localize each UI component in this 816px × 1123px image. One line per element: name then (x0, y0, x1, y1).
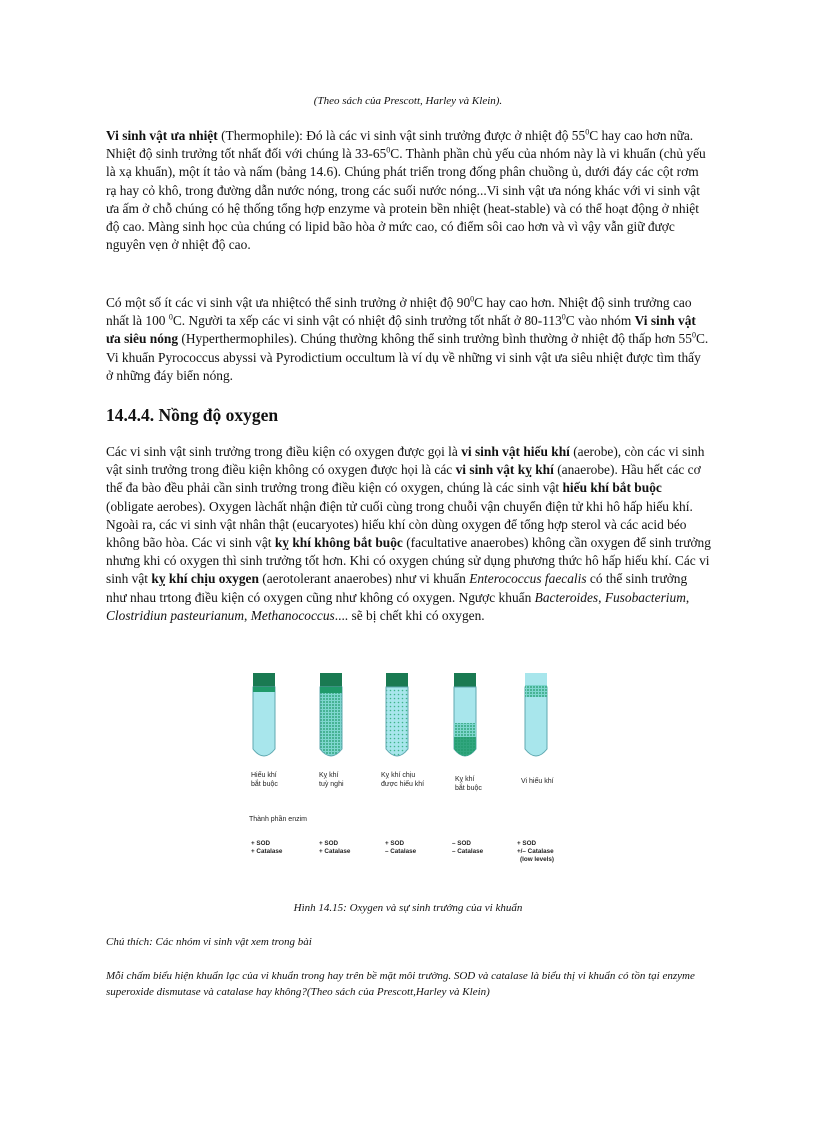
enzyme-label: + SOD (251, 840, 271, 847)
text: (facultative anaerobes) không cần oxygen để sinh trưởng nhưng khi có oxygen thì sinh trưởng tốt hơn. Khi có oxygen chúng sử dụng phương thức hô hấp hiếu khí. Các vi sinh vật (106, 535, 711, 587)
text: C vào nhóm (565, 313, 635, 329)
term-aerobe: vi sinh vật hiếu khí (461, 444, 570, 459)
text: , (685, 589, 690, 605)
text: Có một số ít các vi sinh vật ưa nhiệtcó thể sinh trưởng ở nhiệt độ 90 (106, 295, 471, 310)
text: (aerobe), còn các vi sinh vật sinh trưởng trong điều kiện không có oxygen được họi là các (106, 444, 705, 478)
superscript: 0 (470, 294, 475, 304)
enzyme-label: + Catalase (251, 848, 283, 855)
enzyme-label: + SOD (517, 840, 537, 847)
text: có thể sinh trưởng như nhau trtong điều kiện có oxygen cũng như không có oxygen. Ngược khuẩn (106, 571, 688, 605)
term-facultative-anaerobe: kỵ khí không bắt buộc (274, 535, 403, 551)
text: C. Người ta xếp các vi sinh vật có nhiệt độ sinh trưởng tốt nhất ở 80-113 (172, 313, 562, 329)
text: (Thermophile): Đó là các vi sinh vật sinh trưởng được ở nhiệt độ 55 (217, 128, 586, 143)
text: C hay cao hơn nữa. Nhiệt độ sinh trưởng tốt nhất đối với chúng là 33-65 (106, 128, 694, 162)
paragraph-hyperthermophile (106, 294, 711, 385)
note-legend: Chú thích: Các nhóm vi sinh vật xem trong bài (106, 936, 312, 948)
species-name: Bacteroides (534, 589, 599, 605)
text: Các vi sinh vật sinh trưởng trong điều kiện có oxygen được gọi là (106, 444, 462, 459)
term-hyperthermophile: Vi sinh vật ưa siêu nóng (106, 313, 696, 347)
note-description: Mỗi chấm biểu hiện khuẩn lạc của vi khuẩn trong hay trên bề mặt môi trường. SOD và catalase là biểu thị vi khuẩn có tồn tại enzyme superoxide dismutase và catalase hay không?(Theo sách của Prescott,Harley và Klein) (106, 970, 695, 998)
species-name: Enterococcus faecalis (469, 571, 587, 587)
tube-aerotolerant-anaerobe (386, 673, 408, 756)
enzyme-label: + Catalase (319, 848, 351, 855)
text: C. Thành phần chủ yếu của nhóm này là vi khuẩn (chủ yếu là xạ khuẩn), một ít tảo và nấm (bảng 14.6). Chúng phát triển trong đống phân chuồng ủ, dưới đáy các cột rơm rạ hay cỏ khô, trong đường dẫn nước nóng, trong các suối nước nóng...Vi sinh vật ưa nóng khác với vi sinh vật ưa ấm ở chỗ chúng có hệ thống tổng hợp enzyme và protein bền nhiệt (heat-stable) và có thể hoạt động ở nhiệt độ cao. Màng sinh học của chúng có lipid bão hòa ở mức cao, có điểm sôi cao hơn và vì vậy vẫn giữ được nguyên vẹn ở nhiệt độ cao. (106, 146, 706, 253)
term-obligate-aerobe: hiếu khí bắt buộc (562, 480, 662, 496)
figure-caption: Hình 14.15: Oxygen và sự sinh trưởng của vi khuẩn (293, 902, 523, 914)
species-name: Methanococcus (250, 607, 335, 623)
text: , (244, 607, 251, 623)
text: , (598, 589, 605, 605)
species-name: Clostridiun pasteurianum (106, 607, 245, 623)
text: C. Vi khuẩn Pyrococcus abyssi và Pyrodictium occultum là ví dụ về những vi sinh vật ưa siêu nhiệt được tìm thấy ở những đáy biển nóng. (106, 331, 709, 383)
paragraph-thermophile (106, 127, 711, 254)
tube-microaerophile (525, 673, 547, 756)
text: C hay cao hơn. Nhiệt độ sinh trưởng cao nhất là 100 (106, 295, 692, 329)
tube-label: bắt buộc (455, 785, 482, 792)
enzyme-label: – Catalase (385, 848, 417, 855)
superscript: 0 (585, 127, 590, 137)
species-name: Fusobacterium (604, 589, 686, 605)
tube-label: bắt buộc (251, 781, 278, 788)
superscript: 0 (168, 312, 173, 322)
text: (Hyperthermophiles). Chúng thường không thể sinh trưởng bình thường ở nhiệt độ thấp hơn 55 (178, 331, 692, 347)
superscript: 0 (561, 312, 566, 322)
enzyme-label: – SOD (452, 840, 471, 847)
term-thermophile: Vi sinh vật ưa nhiệt (106, 128, 218, 143)
superscript: 0 (386, 145, 391, 155)
term-anaerobe: vi sinh vật kỵ khí (455, 462, 554, 478)
enzyme-header: Thành phần enzim (249, 816, 307, 823)
tube-label: Kỵ khí chịu (381, 772, 416, 779)
enzyme-label: – Catalase (452, 848, 484, 855)
tube-obligate-aerobe (253, 673, 275, 756)
text: .... sẽ bị chết khi có oxygen. (334, 607, 485, 623)
tube-label: Kỵ khí (319, 772, 339, 779)
tube-label: Kỵ khí (455, 776, 475, 783)
enzyme-label: + SOD (385, 840, 405, 847)
section-heading: 14.4.4. Nồng độ oxygen (106, 405, 279, 425)
tube-obligate-anaerobe (454, 673, 476, 756)
tube-label: được hiếu khí (381, 781, 425, 788)
tube-facultative-anaerobe (320, 673, 342, 756)
superscript: 0 (691, 330, 696, 340)
text: (obligate aerobes). Oxygen làchất nhận điện tử cuối cùng trong chuỗi vận chuyển điện tử khi hô hấp hiếu khí. Ngoài ra, các vi sinh vật nhân thật (eucaryotes) hiếu khí còn dùng oxygen để tổng hợp sterol và các acid béo không bão hòa. Các vi sinh vật (106, 498, 693, 551)
tube-label: Vi hiếu khí (521, 778, 554, 785)
oxygen-tubes-figure (245, 665, 573, 877)
paragraph-oxygen (106, 443, 711, 625)
enzyme-label: + SOD (319, 840, 339, 847)
tube-label: tuỳ nghi (319, 781, 344, 788)
text: (aerotolerant anaerobes) như vi khuẩn (258, 571, 470, 587)
source-caption: (Theo sách của Prescott, Harley và Klein). (313, 95, 503, 107)
text: (anaerobe). Hầu hết các cơ thể đa bào đều phải cần sinh trưởng trong điều kiện có oxygen, chúng là các sinh vật (106, 462, 701, 496)
term-aerotolerant-anaerobe: kỵ khí chịu oxygen (151, 571, 259, 587)
tube-label: Hiếu khí (251, 772, 277, 779)
enzyme-label: (low levels) (520, 856, 554, 863)
enzyme-label: +/– Catalase (517, 848, 554, 855)
